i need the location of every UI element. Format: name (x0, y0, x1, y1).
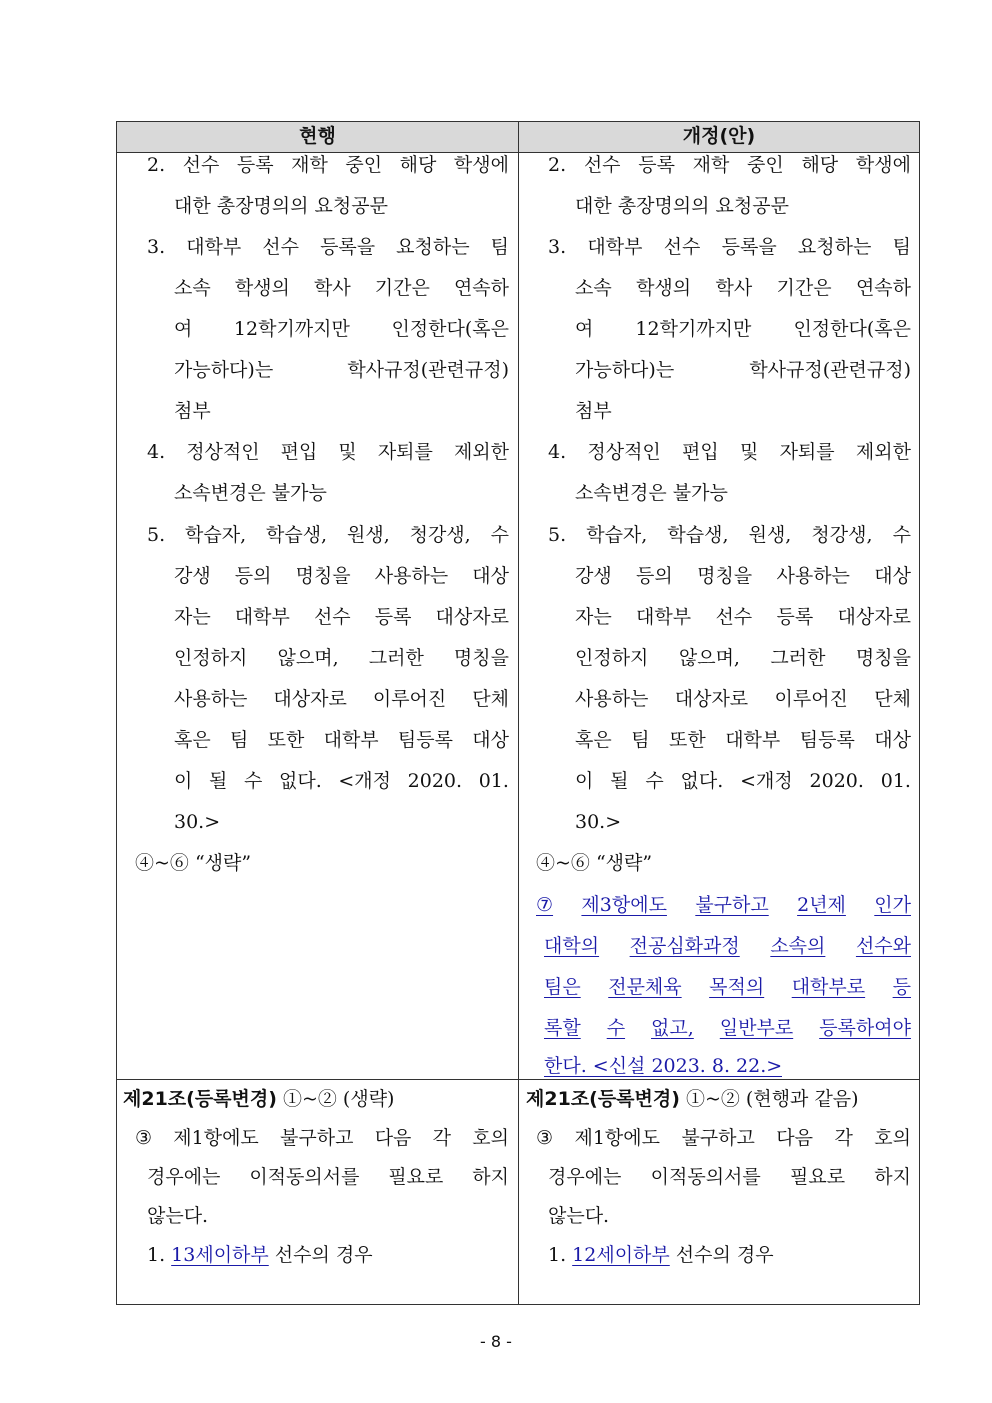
page-number: - 8 - (480, 1332, 512, 1351)
current-item3-line3: 여 12학기까지만 인정한다(혹은 (174, 318, 509, 340)
current-p3-item1 (147, 1240, 373, 1270)
current-p3-line3: 않는다. (147, 1205, 209, 1227)
revised-article-21-rest: ①~② (현행과 같음) (679, 1088, 859, 1110)
current-item4-line1: 4. 정상적인 편입 및 자퇴를 제외한 (147, 441, 509, 463)
revised-new-clause7-line5: 한다. <신설 2023. 8. 22.> (544, 1055, 783, 1077)
row-divider (117, 1079, 919, 1080)
revised-item2-line2: 대한 총장명의의 요청공문 (575, 195, 789, 217)
revised-p3-item1-age: 12세이하부 (572, 1244, 670, 1266)
revised-item4-line2: 소속변경은 불가능 (575, 482, 728, 504)
current-p3-item1-text: 선수의 경우 (268, 1244, 373, 1266)
current-p3-item1-number: 1. (147, 1244, 172, 1266)
revised-article-21-line (526, 1084, 859, 1114)
revised-p3-line3: 않는다. (548, 1205, 610, 1227)
current-item5-line7: 이 될 수 없다. <개정 2020. 01. (174, 770, 509, 792)
current-item3-line2: 소속 학생의 학사 기간은 연속하 (174, 277, 509, 299)
revised-new-clause7-line3: 팀은 전문체육 목적의 대학부로 등 (544, 976, 911, 998)
revised-item2-line1: 2. 선수 등록 재학 중인 해당 학생에 (548, 154, 911, 176)
header-current: 현행 (299, 125, 336, 147)
column-divider (518, 122, 519, 1304)
revised-item3-line1: 3. 대학부 선수 등록을 요청하는 팀 (548, 236, 911, 258)
current-item3-line4: 가능하다)는 학사규정(관련규정) (174, 359, 509, 381)
current-item5-line3: 자는 대학부 선수 등록 대상자로 (174, 606, 509, 628)
revised-item4-line1: 4. 정상적인 편입 및 자퇴를 제외한 (548, 441, 911, 463)
current-item3-line1: 3. 대학부 선수 등록을 요청하는 팀 (147, 236, 509, 258)
current-item3-line5: 첨부 (174, 400, 211, 422)
current-item5-line1: 5. 학습자, 학습생, 원생, 청강생, 수 (147, 524, 509, 546)
current-p3-line2: 경우에는 이적동의서를 필요로 하지 (147, 1166, 509, 1188)
current-item5-line4: 인정하지 않으며, 그러한 명칭을 (174, 647, 509, 669)
revised-item3-line4: 가능하다)는 학사규정(관련규정) (575, 359, 911, 381)
revised-item5-line3: 자는 대학부 선수 등록 대상자로 (575, 606, 911, 628)
revised-omitted-clauses: ④~⑥ “생략” (536, 852, 653, 874)
current-item2-line2: 대한 총장명의의 요청공문 (174, 195, 388, 217)
revised-item3-line5: 첨부 (575, 400, 612, 422)
revised-new-clause7-line2: 대학의 전공심화과정 소속의 선수와 (544, 935, 911, 957)
revised-new-clause7-line4: 록할 수 없고, 일반부로 등록하여야 (544, 1017, 911, 1039)
current-omitted-clauses: ④~⑥ “생략” (135, 852, 252, 874)
revised-item5-line2: 강생 등의 명칭을 사용하는 대상 (575, 565, 911, 587)
current-item5-line5: 사용하는 대상자로 이루어진 단체 (174, 688, 509, 710)
revised-p3-line2: 경우에는 이적동의서를 필요로 하지 (548, 1166, 911, 1188)
current-item5-line2: 강생 등의 명칭을 사용하는 대상 (174, 565, 509, 587)
comparison-table (116, 121, 920, 1305)
revised-new-clause7-line1: ⑦ 제3항에도 불구하고 2년제 인가 (536, 894, 911, 916)
revised-item5-line6: 혹은 팀 또한 대학부 팀등록 대상 (575, 729, 911, 751)
current-item5-line6: 혹은 팀 또한 대학부 팀등록 대상 (174, 729, 509, 751)
revised-item5-line7: 이 될 수 없다. <개정 2020. 01. (575, 770, 911, 792)
header-revised: 개정(안) (682, 125, 756, 147)
revised-item5-line4: 인정하지 않으며, 그러한 명칭을 (575, 647, 911, 669)
current-article-21-line (123, 1084, 394, 1114)
revised-article-21-title: 제21조(등록변경) (526, 1088, 680, 1110)
revised-p3-item1-number: 1. (548, 1244, 573, 1266)
revised-p3-item1 (548, 1240, 774, 1270)
current-p3-line1: ③ 제1항에도 불구하고 다음 각 호의 (135, 1127, 509, 1149)
current-item2-line1: 2. 선수 등록 재학 중인 해당 학생에 (147, 154, 509, 176)
revised-item5-line8: 30.> (575, 811, 622, 833)
revised-item5-line5: 사용하는 대상자로 이루어진 단체 (575, 688, 911, 710)
current-item4-line2: 소속변경은 불가능 (174, 482, 327, 504)
revised-item3-line3: 여 12학기까지만 인정한다(혹은 (575, 318, 911, 340)
revised-item3-line2: 소속 학생의 학사 기간은 연속하 (575, 277, 911, 299)
current-p3-item1-age: 13세이하부 (171, 1244, 269, 1266)
current-item5-line8: 30.> (174, 811, 221, 833)
current-article-21-rest: ①~② (생략) (276, 1088, 395, 1110)
revised-p3-item1-text: 선수의 경우 (669, 1244, 774, 1266)
revised-p3-line1: ③ 제1항에도 불구하고 다음 각 호의 (536, 1127, 911, 1149)
current-article-21-title: 제21조(등록변경) (123, 1088, 277, 1110)
revised-item5-line1: 5. 학습자, 학습생, 원생, 청강생, 수 (548, 524, 911, 546)
